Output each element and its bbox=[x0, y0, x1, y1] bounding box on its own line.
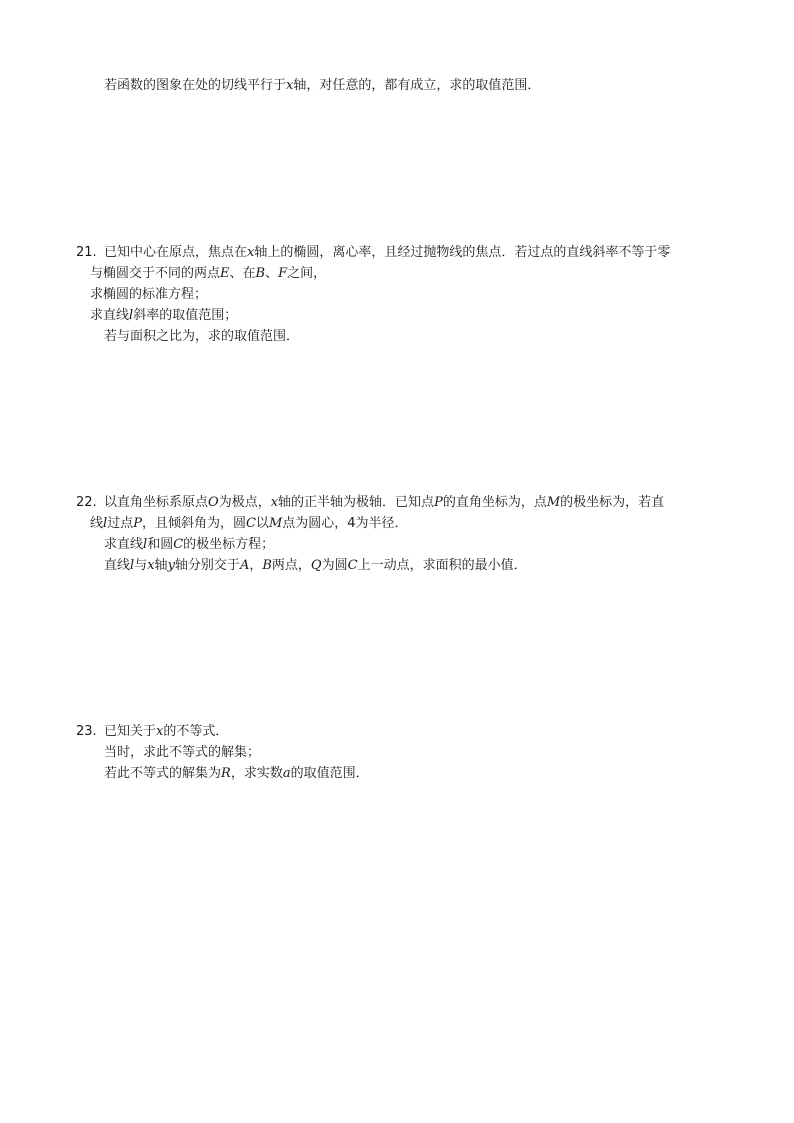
q23-stem: 已知关于x的不等式． bbox=[104, 724, 229, 739]
q23-number: 23. bbox=[76, 724, 97, 739]
q21-part1: 求椭圆的标准方程； bbox=[90, 287, 208, 302]
q22-stem-line1: 以直角坐标系原点O为极点，x轴的正半轴为极轴．已知点P的直角坐标为，点M的极坐标为，若直 bbox=[104, 495, 665, 510]
q21-stem-line1: 已知中心在原点，焦点在x轴上的椭圆，离心率，且经过抛物线的焦点．若过点的直线斜率不等于零 bbox=[104, 245, 671, 260]
q21-stem-line2: 与椭圆交于不同的两点E、在B、F之间， bbox=[90, 266, 327, 281]
q23-part2: 若此不等式的解集为R，求实数a的取值范围． bbox=[104, 766, 369, 781]
q22-stem-line2: 线l过点P，且倾斜角为，圆C以M点为圆心，4为半径． bbox=[90, 516, 408, 531]
q21-number: 21. bbox=[76, 245, 97, 260]
q22-part2: 直线l与x轴y轴分别交于A，B两点，Q为圆C上一动点，求面积的最小值． bbox=[104, 558, 527, 573]
q23-part1: 当时，求此不等式的解集； bbox=[104, 745, 261, 760]
q21-part3: 若与面积之比为，求的取值范围． bbox=[104, 329, 300, 344]
q22-part1: 求直线l和圆C的极坐标方程； bbox=[104, 537, 275, 552]
q20-part3: 若函数的图象在处的切线平行于x轴，对任意的，都有成立，求的取值范围． bbox=[104, 78, 541, 93]
q21-part2: 求直线l斜率的取值范围； bbox=[90, 308, 238, 323]
q22-number: 22. bbox=[76, 495, 97, 510]
